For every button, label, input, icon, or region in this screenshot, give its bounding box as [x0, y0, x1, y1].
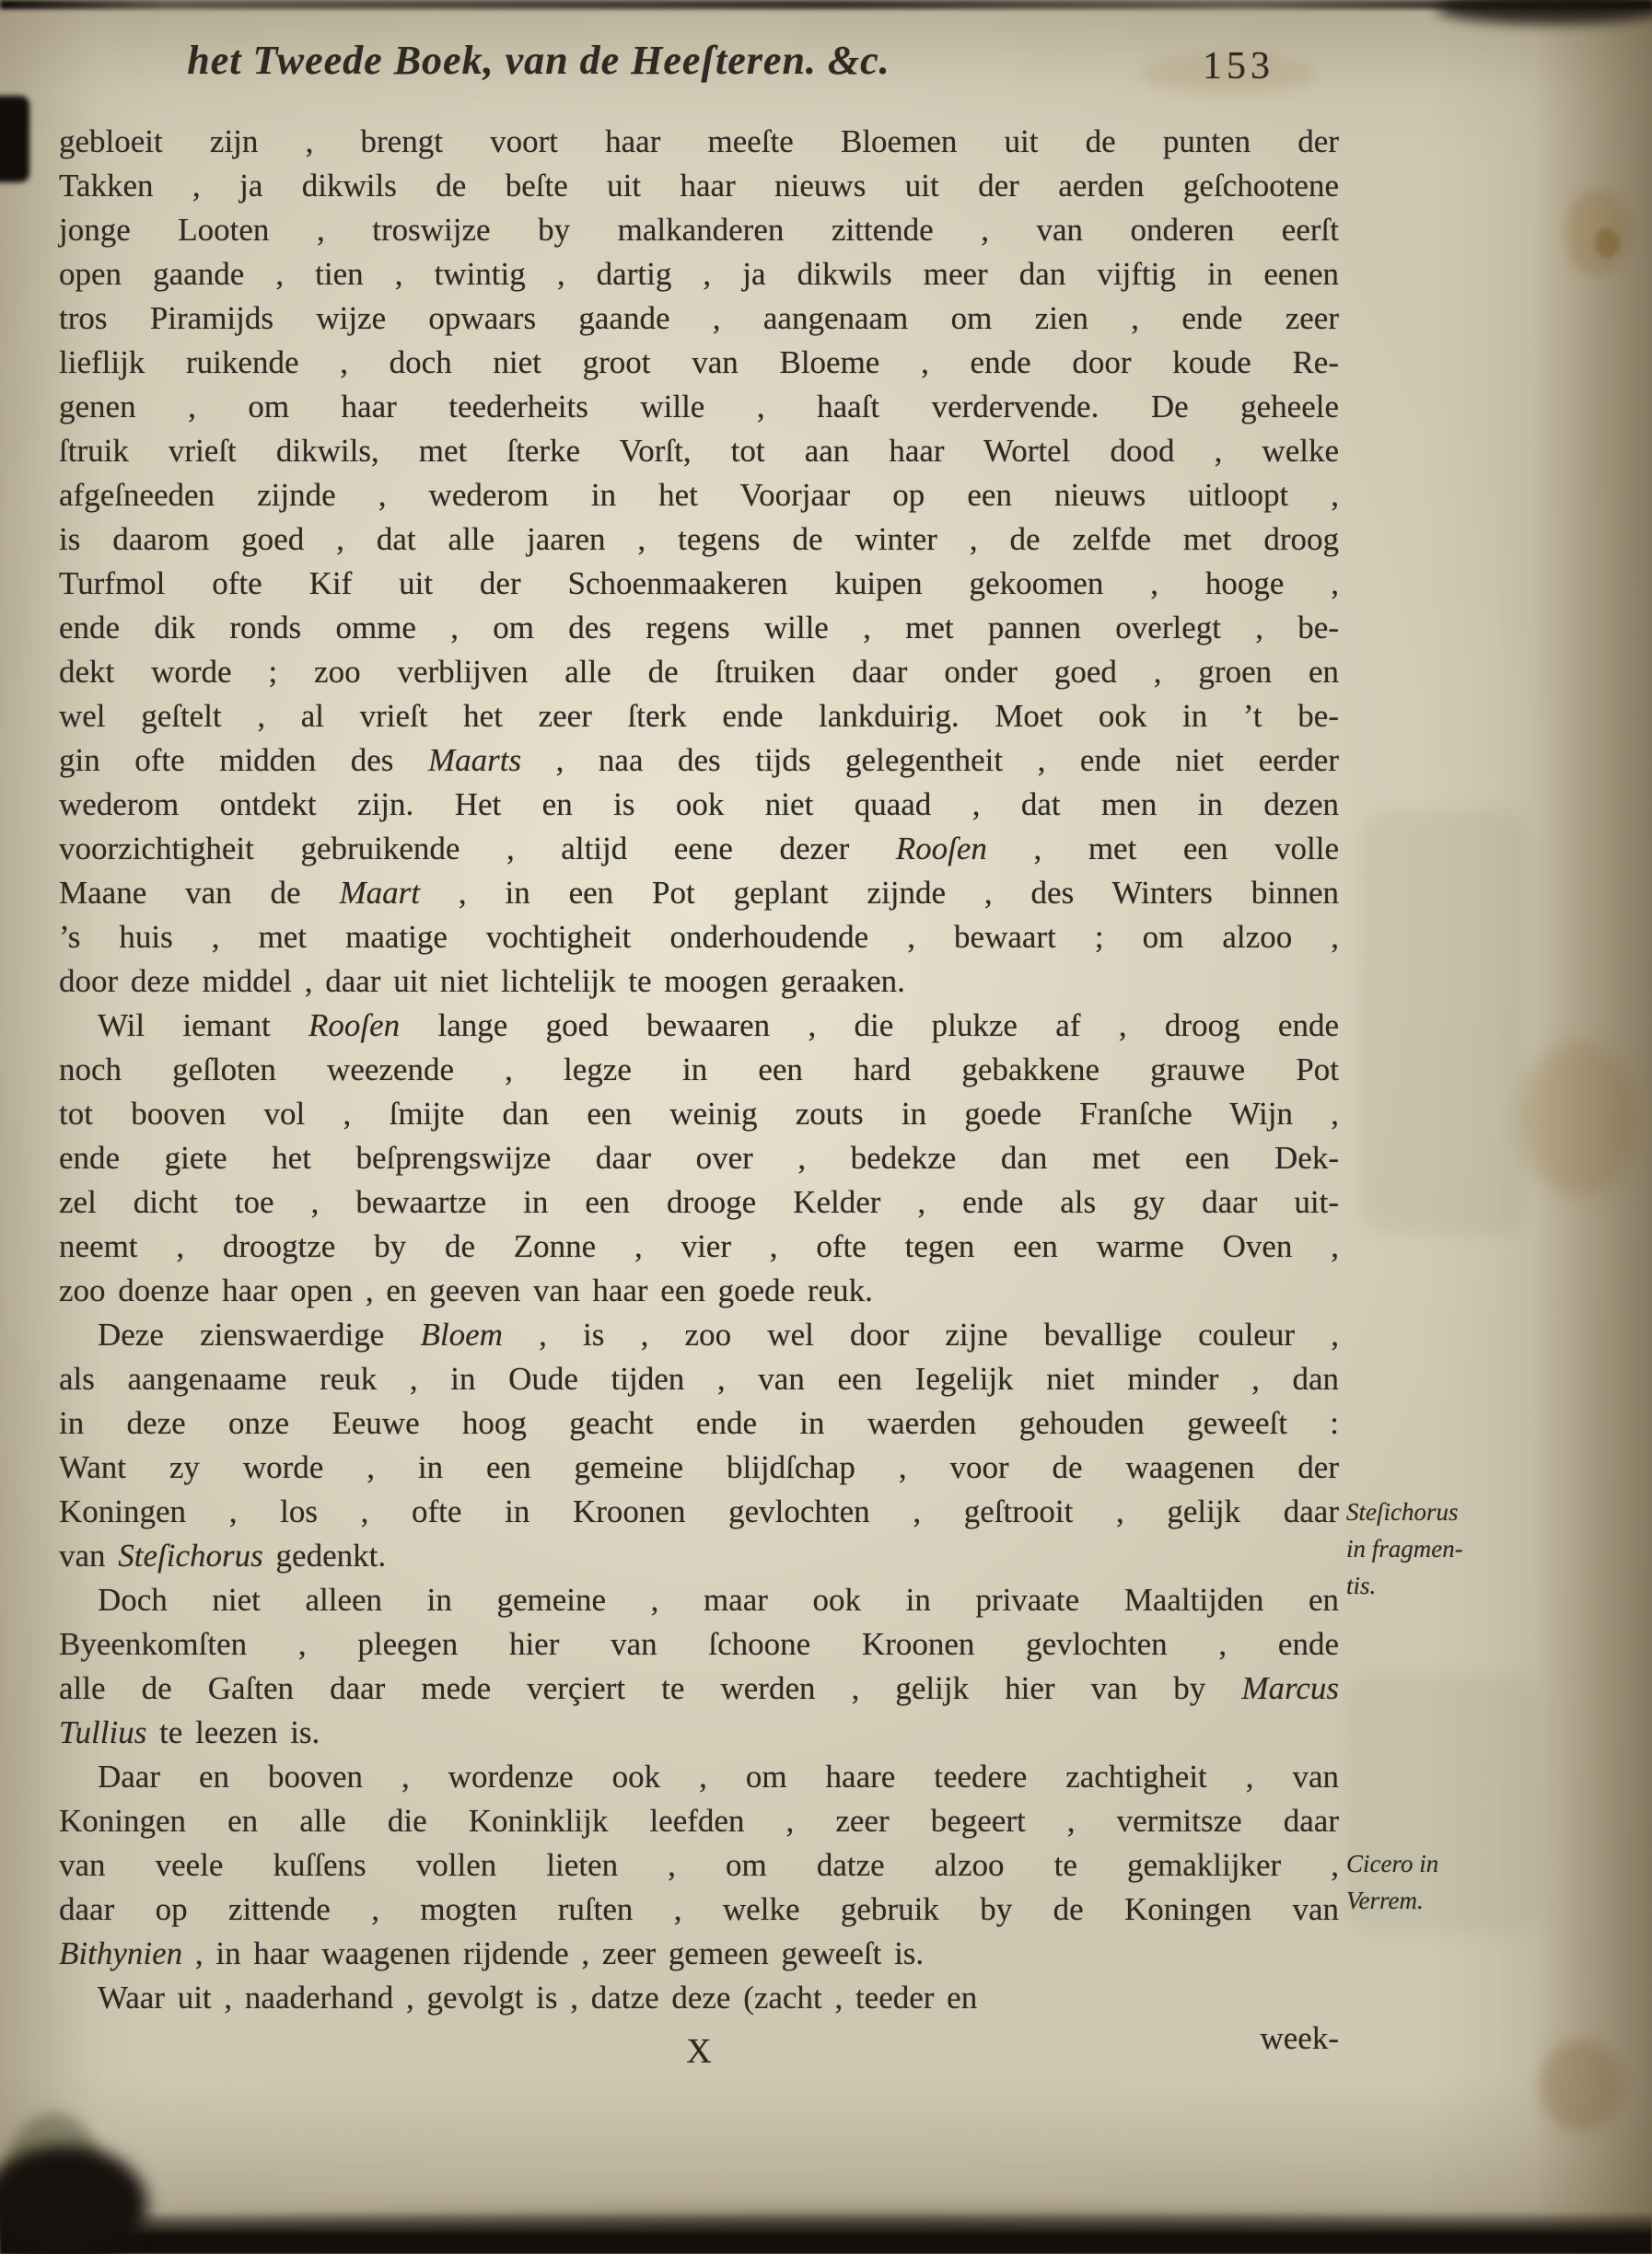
text-segment: daar op zittende , mogten ruſten , welke gebruik by de Koningen van [59, 1891, 1339, 1927]
text-segment: Takken , ja dikwils de beſte uit haar nieuws uit der aerden geſchootene [59, 168, 1339, 203]
text-line [59, 1490, 1339, 1534]
text-line [59, 694, 1339, 738]
text-line [59, 1048, 1339, 1092]
catchword: week- [1260, 2020, 1339, 2056]
text-segment: Daar en booven , wordenze ook , om haare teedere zachtigheit , van [98, 1759, 1339, 1795]
body-text [59, 120, 1339, 2020]
page-number: 153 [1203, 45, 1274, 87]
text-line [59, 208, 1339, 252]
text-segment: Maane van de [59, 875, 340, 911]
text-segment: Koningen en alle die Koninklijk leefden , zeer begeert , vermitsze daar [59, 1803, 1339, 1839]
text-line [59, 1136, 1339, 1180]
text-segment: zel dicht toe , bewaartze in een drooge Kelder , ende als gy daar uit- [59, 1184, 1339, 1220]
text-line [59, 738, 1339, 783]
text-segment: van [59, 1538, 119, 1574]
text-segment: , met een volle [986, 831, 1339, 866]
text-line [59, 1534, 1339, 1578]
text-segment: dekt worde ; zoo verblijven alle de ſtruiken daar onder goed , groen en [59, 654, 1339, 690]
emphasized-text: Marcus [1241, 1670, 1339, 1706]
text-line [59, 296, 1339, 341]
text-line [59, 871, 1339, 915]
text-segment: Doch niet alleen in gemeine , maar ook in privaate Maaltijden en [98, 1582, 1339, 1618]
text-line [59, 1667, 1339, 1711]
text-line [59, 1755, 1339, 1799]
text-line [59, 650, 1339, 694]
text-segment: alle de Gaſten daar mede verçiert te werden , gelijk hier van by [59, 1670, 1242, 1706]
show-through-ghost [1361, 810, 1527, 1234]
text-line [59, 473, 1339, 517]
scan-edge-top-right [1437, 0, 1652, 24]
text-line [59, 252, 1339, 296]
text-line [59, 1711, 1339, 1755]
text-segment: gin ofte midden des [59, 742, 428, 778]
text-line [59, 429, 1339, 473]
text-line [59, 606, 1339, 650]
text-segment: Turfmol ofte Kif uit der Schoenmaakeren kuipen gekoomen , hooge , [59, 565, 1339, 601]
text-segment: te leezen is. [146, 1714, 320, 1750]
text-line [59, 959, 1339, 1004]
margin-note-line: Verrem. [1346, 1887, 1424, 1914]
paragraph [59, 1578, 1339, 1755]
text-segment: ſtruik vrieſt dikwils, met ſterke Vorſt, tot aan haar Wortel dood , welke [59, 433, 1339, 469]
text-segment: afgeſneeden zijnde , wederom in het Voorjaar op een nieuws uitloopt , [59, 477, 1339, 513]
text-segment: door deze middel , daar uit niet lichtelijk te moogen geraaken. [59, 963, 905, 999]
text-segment: open gaande , tien , twintig , dartig , ja dikwils meer dan vijftig in eenen [59, 256, 1339, 292]
text-segment: ende giete het beſprengswijze daar over , bedekze dan met een Dek- [59, 1140, 1339, 1176]
text-segment: , is , zoo wel door zijne bevallige couleur , [502, 1317, 1339, 1353]
emphasized-text: Steſichorus [118, 1538, 263, 1574]
text-segment: Want zy worde , in een gemeine blijdſchap , voor de waagenen der [59, 1449, 1339, 1485]
paragraph [59, 120, 1339, 1004]
text-segment: tros Piramijds wijze opwaars gaande , aangenaam om zien , ende zeer [59, 300, 1339, 336]
scan-edge-left-mark [0, 96, 29, 182]
text-segment: Waar uit , naaderhand , gevolgt is , datze deze (zacht , teeder en [98, 1980, 978, 2016]
text-segment: gebloeit zijn , brengt voort haar meeſte Bloemen uit de punten der [59, 123, 1339, 159]
text-line [59, 1799, 1339, 1843]
text-segment: Koningen , los , ofte in Kroonen gevlochten , geſtrooit , gelijk daar [59, 1493, 1339, 1529]
text-line [59, 1269, 1339, 1313]
text-segment: wederom ontdekt zijn. Het en is ook niet quaad , dat men in dezen [59, 786, 1339, 822]
text-segment: lange goed bewaaren , die plukze af , droog ende [400, 1007, 1340, 1043]
text-line [59, 562, 1339, 606]
emphasized-text: Rooſen [308, 1007, 401, 1043]
text-segment: is daarom goed , dat alle jaaren , tegens de winter , de zelfde met droog [59, 521, 1339, 557]
text-segment: wel geſtelt , al vrieſt het zeer ſterk ende lankduirig. Moet ook in ’t be- [59, 698, 1339, 734]
margin-note [1346, 1845, 1563, 1919]
text-line [59, 341, 1339, 385]
emphasized-text: Rooſen [895, 831, 987, 866]
text-segment: , in haar waagenen rijdende , zeer gemeen geweeſt is. [182, 1935, 925, 1971]
text-line [59, 164, 1339, 208]
text-line [59, 827, 1339, 871]
paragraph [59, 1313, 1339, 1578]
text-line [59, 1622, 1339, 1667]
text-segment: Deze zienswaerdige [98, 1317, 421, 1353]
emphasized-text: Maarts [427, 742, 522, 778]
text-line [59, 385, 1339, 429]
text-segment: lieflijk ruikende , doch niet groot van Bloeme , ende door koude Re- [59, 344, 1339, 380]
text-segment: , naa des tijds gelegentheit , ende niet eerder [521, 742, 1339, 778]
text-line [59, 1180, 1339, 1225]
emphasized-text: Tullius [59, 1714, 147, 1750]
text-segment: gedenkt. [262, 1538, 387, 1574]
scan-edge-bottom-left [0, 2145, 147, 2254]
text-line [59, 1225, 1339, 1269]
text-line [59, 1932, 1339, 1976]
text-segment: neemt , droogtze by de Zonne , vier , ofte tegen een warme Oven , [59, 1228, 1339, 1264]
text-line [59, 120, 1339, 164]
text-line [59, 1401, 1339, 1446]
text-line [59, 1976, 1339, 2020]
page-edge-shadow-right [1532, 0, 1652, 2254]
text-segment: van veele kuſſens vollen lieten , om datze alzoo te gemaklijker , [59, 1847, 1339, 1883]
paragraph [59, 1755, 1339, 1976]
text-segment: Wil iemant [98, 1007, 309, 1043]
margin-note-line: Cicero in [1346, 1850, 1439, 1877]
margin-note-line: Steſichorus [1346, 1498, 1459, 1526]
text-line [59, 1843, 1339, 1888]
text-line [59, 915, 1339, 959]
text-line [59, 1092, 1339, 1136]
scan-edge-bottom [0, 2212, 1652, 2254]
margin-note [1346, 1493, 1563, 1604]
text-segment: voorzichtigheit gebruikende , altijd eene dezer [59, 831, 896, 866]
emphasized-text: Bithynien [59, 1935, 183, 1971]
text-segment: genen , om haar teederheits wille , haaſt verdervende. De geheele [59, 389, 1339, 424]
text-segment: ende dik ronds omme , om des regens wille , met pannen overlegt , be- [59, 610, 1339, 645]
text-line [59, 1004, 1339, 1048]
paragraph [59, 1976, 1339, 2020]
text-line [59, 783, 1339, 827]
text-line [59, 1313, 1339, 1357]
margin-note-line: in fragmen- [1346, 1535, 1463, 1563]
paragraph [59, 1004, 1339, 1313]
text-line [59, 517, 1339, 562]
text-segment: noch geſloten weezende , legze in een hard gebakkene grauwe Pot [59, 1051, 1339, 1087]
text-segment: ’s huis , met maatige vochtigheit onderhoudende , bewaart ; om alzoo , [59, 919, 1339, 955]
margin-note-line: tis. [1346, 1572, 1377, 1599]
text-segment: als aangenaame reuk , in Oude tijden , van een Iegelijk niet minder , dan [59, 1361, 1339, 1397]
scan-edge-top [0, 0, 1652, 9]
text-line [59, 1357, 1339, 1401]
text-segment: Byeenkomſten , pleegen hier van ſchoone Kroonen gevlochten , ende [59, 1626, 1339, 1662]
running-header: het Tweede Boek, van de Heeſteren. &c. [187, 38, 890, 83]
text-segment: , in een Pot geplant zijnde , des Winters binnen [419, 875, 1339, 911]
text-segment: in deze onze Eeuwe hoog geacht ende in waerden gehouden geweeſt : [59, 1405, 1339, 1441]
text-line [59, 1446, 1339, 1490]
text-segment: tot booven vol , ſmijte dan een weinig zouts in goede Franſche Wijn , [59, 1096, 1339, 1132]
text-line [59, 1888, 1339, 1932]
signature-mark: X [686, 2032, 712, 2071]
emphasized-text: Bloem [420, 1317, 503, 1353]
text-line [59, 1578, 1339, 1622]
text-segment: jonge Looten , troswijze by malkanderen zittende , van onderen eerſt [59, 212, 1339, 248]
text-segment: zoo doenze haar open , en geeven van haar een goede reuk. [59, 1272, 873, 1308]
emphasized-text: Maart [339, 875, 420, 911]
